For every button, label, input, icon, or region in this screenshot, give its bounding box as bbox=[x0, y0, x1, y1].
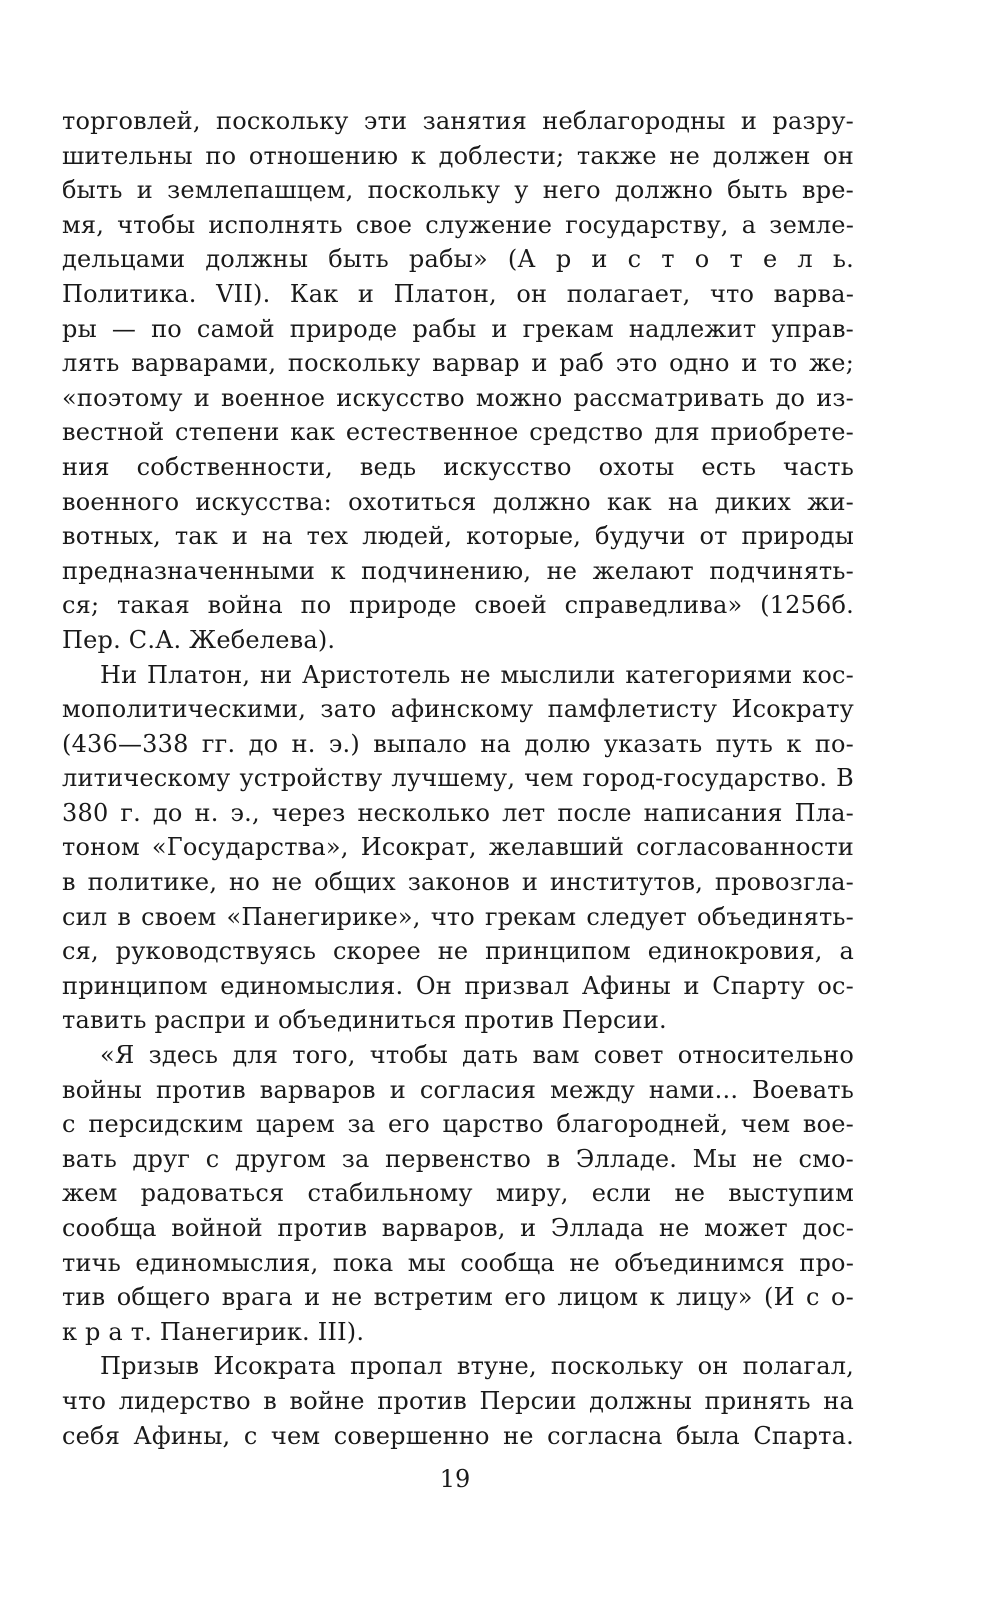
text-line: «поэтому и военное искусство можно рассматривать до из- bbox=[62, 383, 854, 412]
text-line: (436—338 гг. до н. э.) выпало на долю указать путь к по- bbox=[62, 729, 854, 758]
text-line: сил в своем «Панегирике», что грекам следует объединять- bbox=[62, 902, 854, 931]
text-line: к р а т. Панегирик. III). bbox=[62, 1317, 365, 1346]
text-line: Пер. С.А. Жебелева). bbox=[62, 625, 336, 654]
text-line: ся; такая война по природе своей справедлива» (1256б. bbox=[62, 591, 854, 620]
text-line: 380 г. до н. э., через несколько лет после написания Пла- bbox=[62, 798, 854, 827]
text-line: мя, чтобы исполнять свое служение государству, а земле- bbox=[62, 210, 854, 239]
text-line: «Я здесь для того, чтобы дать вам совет относительно bbox=[100, 1041, 854, 1070]
text-line: что лидерство в войне против Персии должны принять на bbox=[62, 1386, 854, 1415]
text-line: шительны по отношению к доблести; также не должен он bbox=[62, 141, 854, 170]
text-line: вотных, так и на тех людей, которые, будучи от природы bbox=[62, 522, 854, 551]
text-line: военного искусства: охотиться должно как на диких жи- bbox=[62, 487, 854, 516]
text-line: лять варварами, поскольку варвар и раб это одно и то же; bbox=[62, 349, 854, 378]
body-text bbox=[62, 104, 854, 1453]
text-line: быть и землепашцем, поскольку у него должно быть вре- bbox=[62, 176, 854, 205]
text-line: Призыв Исократа пропал втуне, поскольку он полагал, bbox=[100, 1352, 854, 1381]
text-line: сообща войной против варваров, и Эллада не может дос- bbox=[62, 1214, 854, 1242]
text-line: тичь единомыслия, пока мы сообща не объединимся про- bbox=[62, 1248, 854, 1277]
text-line: вать друг с другом за первенство в Элладе. Мы не смо- bbox=[62, 1144, 854, 1173]
text-line: тив общего врага и не встретим его лицом к лицу» (И с о- bbox=[62, 1283, 854, 1312]
text-line: ния собственности, ведь искусство охоты есть часть bbox=[62, 452, 854, 481]
text-line: ры — по самой природе рабы и грекам надлежит управ- bbox=[62, 314, 854, 343]
text-line: с персидским царем за его царство благородней, чем вое- bbox=[62, 1110, 854, 1139]
text-line: в политике, но не общих законов и институтов, провозгла- bbox=[62, 868, 854, 897]
text-line: принципом единомыслия. Он призвал Афины и Спарту ос- bbox=[62, 971, 854, 1000]
text-line: вестной степени как естественное средство для приобрете- bbox=[62, 418, 854, 447]
text-line: ся, руководствуясь скорее не принципом единокровия, а bbox=[62, 937, 854, 966]
text-line: войны против варваров и согласия между нами... Воевать bbox=[62, 1075, 854, 1104]
text-line: тоном «Государства», Исократ, желавший согласованности bbox=[62, 833, 854, 862]
text-line: предназначенными к подчинению, не желают подчинять- bbox=[62, 556, 854, 585]
page-number: 19 bbox=[439, 1465, 471, 1493]
text-line: дельцами должны быть рабы» (А р и с т о т е л ь. bbox=[62, 245, 854, 274]
text-line: Ни Платон, ни Аристотель не мыслили категориями кос- bbox=[100, 660, 854, 689]
text-line: Политика. VII). Как и Платон, он полагает, что варва- bbox=[62, 279, 854, 308]
text-line: себя Афины, с чем совершенно не согласна была Спарта. bbox=[62, 1421, 854, 1450]
text-line: мополитическими, зато афинскому памфлетисту Исократу bbox=[62, 695, 854, 724]
text-line: литическому устройству лучшему, чем город-государство. В bbox=[62, 764, 854, 793]
text-line: торговлей, поскольку эти занятия неблагородны и разру- bbox=[62, 107, 854, 135]
text-line: тавить распри и объединиться против Персии. bbox=[62, 1006, 667, 1035]
text-line: жем радоваться стабильному миру, если не выступим bbox=[62, 1179, 854, 1208]
